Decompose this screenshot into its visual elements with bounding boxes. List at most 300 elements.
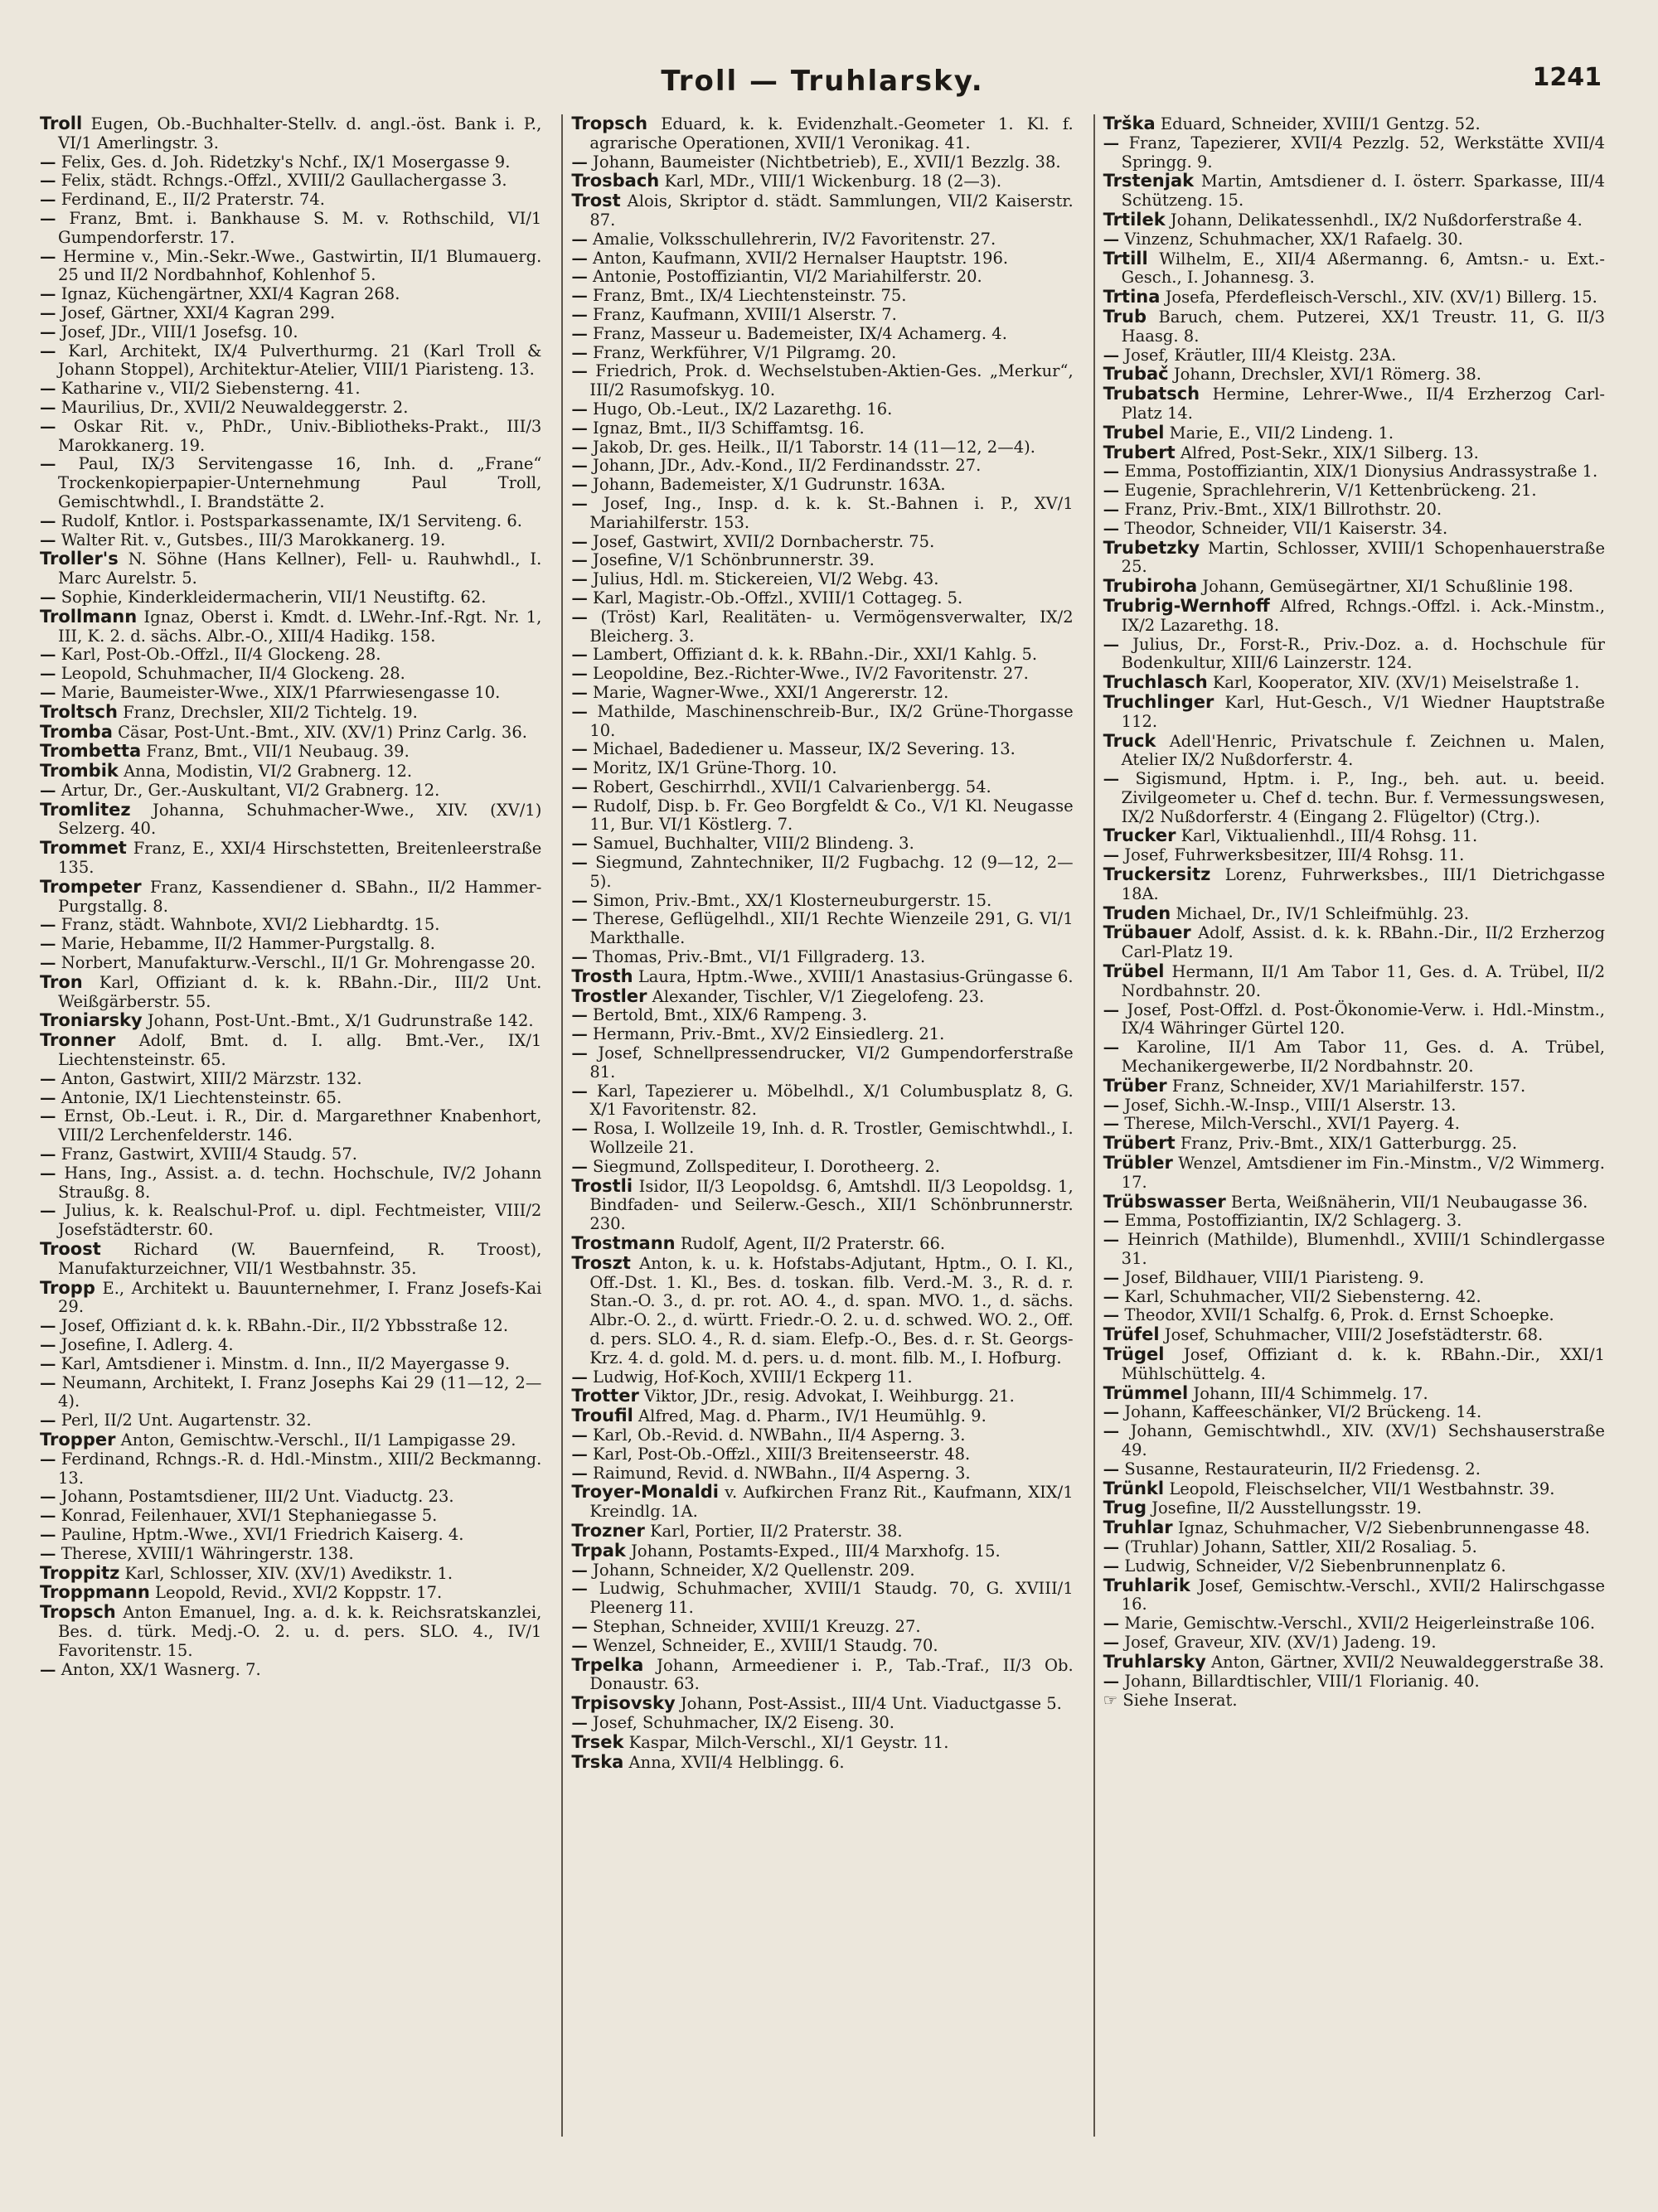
entry-ditto-dash: —	[40, 454, 56, 474]
entry-ditto-dash: —	[571, 229, 588, 249]
directory-entry	[1103, 1538, 1605, 1557]
entry-details: Hans, Ing., Assist. a. d. techn. Hochschule, IV/2 Johann Straußg. 8.	[58, 1163, 542, 1202]
entry-ditto-dash: —	[40, 171, 56, 191]
entry-surname: Trpelka	[571, 1654, 644, 1675]
entry-details: Josef, Fuhrwerksbesitzer, III/4 Rohsg. 11.	[1124, 845, 1465, 865]
entry-surname: Trška	[1103, 114, 1156, 133]
entry-details: Josef, Gastwirt, XVII/2 Dornbacherstr. 75.	[593, 531, 935, 551]
entry-details: Hermann, II/1 Am Tabor 11, Ges. d. A. Trübel, II/2 Nordbahnstr. 20.	[1121, 962, 1605, 1000]
entry-surname: Trosth	[571, 966, 633, 986]
directory-entry	[1103, 385, 1605, 424]
directory-entry	[40, 512, 541, 531]
entry-ditto-dash: —	[40, 645, 56, 665]
entry-details: Adolf, Assist. d. k. k. RBahn.-Dir., II/2 Erzherzog Carl-Platz 19.	[1121, 923, 1605, 962]
entry-details: Felix, städt. Rchngs.-Offzl., XVIII/2 Gaullachergasse 3.	[61, 171, 507, 191]
entry-ditto-dash: —	[571, 475, 588, 495]
entry-ditto-dash: —	[40, 416, 56, 436]
directory-entry	[571, 646, 1073, 665]
entry-details: Johann, Delikatessenhdl., IX/2 Nußdorferstraße 4.	[1170, 210, 1583, 230]
entry-details: Franz, Bmt., VII/1 Neubaug. 39.	[146, 742, 410, 762]
entry-surname: Trub	[1103, 306, 1147, 327]
entry-ditto-dash: —	[571, 909, 588, 929]
entry-details: Wenzel, Schneider, E., XVIII/1 Staudg. 70.	[593, 1635, 938, 1655]
directory-entry	[40, 455, 541, 511]
directory-entry	[40, 380, 541, 399]
entry-ditto-dash: —	[1103, 518, 1120, 538]
directory-entry	[1103, 1653, 1605, 1672]
entry-ditto-dash: —	[1103, 133, 1120, 152]
entry-details: Eduard, Schneider, XVIII/1 Gentzg. 52.	[1160, 114, 1481, 133]
entry-details: Karoline, II/1 Am Tabor 11, Ges. d. A. Trübel, Mechanikergewerbe, II/2 Nordbahnstr. 20.	[1121, 1038, 1605, 1077]
entry-surname: Truchlinger	[1103, 691, 1214, 712]
directory-entry	[1103, 1154, 1605, 1193]
entry-surname: Trubetzky	[1103, 537, 1200, 558]
entry-ditto-dash: —	[40, 530, 56, 549]
entry-ditto-dash: —	[1103, 1267, 1120, 1287]
entry-details: Karl, Amtsdiener i. Minstm. d. Inn., II/2 Mayergasse 9.	[61, 1353, 511, 1373]
directory-entry	[571, 1561, 1073, 1580]
entry-details: Amalie, Volksschullehrerin, IV/2 Favoritenstr. 27.	[593, 229, 996, 249]
entry-ditto-dash: —	[571, 418, 588, 438]
entry-ditto-dash: —	[1103, 1671, 1120, 1691]
entry-ditto-dash: —	[571, 796, 588, 816]
entry-details: Leopold, Revid., XVI/2 Koppstr. 17.	[155, 1583, 443, 1603]
entry-details: Hermann, Priv.-Bmt., XV/2 Einsiedlerg. 21.	[593, 1024, 945, 1044]
entry-details: Franz, Kaufmann, XVIII/1 Alserstr. 7.	[593, 304, 897, 324]
entry-details: Rudolf, Kntlor. i. Postsparkassenamte, IX/1 Serviteng. 6.	[61, 511, 522, 530]
entry-details: Konrad, Feilenhauer, XVI/1 Stephaniegasse 5.	[61, 1506, 438, 1526]
entry-details: Ignaz, Oberst i. Kmdt. d. LWehr.-Inf.-Rgt. Nr. 1, III, K. 2. d. sächs. Albr.-O., XIII/4 Hadikg. 158.	[58, 607, 542, 646]
entry-details: N. Söhne (Hans Kellner), Fell- u. Rauhwhdl., I. Marc Aurelstr. 5.	[58, 549, 542, 588]
entry-details: Johann, Gemüsegärtner, XI/1 Schußlinie 198.	[1202, 577, 1573, 597]
entry-surname: Trübert	[1103, 1133, 1176, 1154]
entry-details: Johanna, Schuhmacher-Wwe., XIV. (XV/1) Selzerg. 40.	[58, 800, 542, 839]
entry-details: Josef, Sichh.-W.-Insp., VIII/1 Alserstr. 13.	[1124, 1095, 1457, 1115]
entry-details: Karl, Schuhmacher, VII/2 Siebensterng. 42.	[1124, 1286, 1481, 1306]
entry-ditto-dash: —	[40, 1163, 56, 1183]
entry-details: Siegmund, Zollspediteur, I. Dorotheerg. 2.	[593, 1156, 940, 1176]
entry-details: Adell'Henric, Privatschule f. Zeichnen u. Malen, Atelier IX/2 Nußdorferstr. 4.	[1121, 731, 1605, 770]
directory-entry	[40, 285, 541, 304]
entry-details: Franz, Masseur u. Bademeister, IX/4 Achamerg. 4.	[593, 323, 1007, 343]
entry-details: Michael, Dr., IV/1 Schleifmühlg. 23.	[1176, 903, 1470, 923]
directory-entry	[571, 533, 1073, 552]
directory-entry	[571, 551, 1073, 570]
entry-ditto-dash: —	[571, 853, 588, 873]
entry-details: Eugenie, Sprachlehrerin, V/1 Kettenbrückeng. 21.	[1124, 481, 1537, 501]
directory-entry	[40, 1374, 541, 1412]
directory-entry	[1103, 1288, 1605, 1307]
directory-entry	[40, 954, 541, 973]
directory-entry	[1103, 307, 1605, 346]
entry-details: Alexander, Tischler, V/1 Ziegelofeng. 23.	[652, 986, 985, 1006]
entry-details: Vinzenz, Schuhmacher, XX/1 Rafaelg. 30.	[1124, 229, 1463, 249]
entry-details: Johann, III/4 Schimmelg. 17.	[1193, 1383, 1428, 1403]
entry-surname: Trpisovsky	[571, 1693, 676, 1714]
directory-entry	[571, 1006, 1073, 1025]
directory-entry	[40, 684, 541, 703]
directory-entry	[40, 782, 541, 801]
entry-surname: Trostmann	[571, 1233, 676, 1254]
directory-entry	[40, 1089, 541, 1108]
directory-entry	[1103, 1518, 1605, 1538]
entry-surname: Trostler	[571, 985, 647, 1006]
entry-surname: Troller's	[40, 549, 119, 569]
entry-details: Emma, Postoffiziantin, XIX/1 Dionysius Andrassystraße 1.	[1124, 462, 1598, 482]
entry-surname: Trübler	[1103, 1153, 1173, 1174]
entry-ditto-dash: —	[1103, 1556, 1120, 1576]
directory-entry	[1103, 904, 1605, 924]
entry-ditto-dash: —	[40, 1316, 56, 1336]
entry-surname: Trübauer	[1103, 922, 1191, 943]
entry-details: Artur, Dr., Ger.-Auskultant, VI/2 Grabnerg. 12.	[61, 780, 440, 800]
directory-entry	[40, 665, 541, 684]
entry-details: Ferdinand, E., II/2 Praterstr. 74.	[61, 190, 325, 210]
directory-entry	[40, 1011, 541, 1031]
entry-details: Josef, Schnellpressendrucker, VI/2 Gumpendorferstraße 81.	[589, 1043, 1074, 1082]
directory-entry	[1103, 1306, 1605, 1325]
directory-entry	[571, 1158, 1073, 1177]
entry-details: Laura, Hptm.-Wwe., XVIII/1 Anastasius-Grüngasse 6.	[638, 966, 1074, 986]
directory-entry	[571, 1082, 1073, 1121]
entry-details: Karl, Schlosser, XIV. (XV/1) Avedikstr. 1.	[124, 1563, 453, 1583]
directory-entry	[40, 1564, 541, 1584]
directory-entry	[571, 476, 1073, 495]
entry-ditto-dash: —	[1103, 1632, 1120, 1652]
directory-entry	[1103, 520, 1605, 539]
directory-entry	[571, 1753, 1073, 1773]
entry-ditto-dash: —	[571, 682, 588, 702]
directory-entry	[40, 549, 541, 588]
entry-surname: Trombik	[40, 761, 119, 782]
directory-entry	[571, 1254, 1073, 1368]
directory-entry	[571, 325, 1073, 344]
entry-details: Franz, Priv.-Bmt., XIX/1 Gatterburgg. 25.	[1180, 1134, 1518, 1154]
directory-entry	[40, 1164, 541, 1203]
directory-entry	[1103, 693, 1605, 732]
entry-ditto-dash: —	[571, 248, 588, 268]
entry-details: Siegmund, Zahntechniker, II/2 Fugbachg. 12 (9—12, 2—5).	[589, 853, 1074, 891]
directory-entry	[40, 1202, 541, 1240]
entry-surname: Troszt	[571, 1252, 631, 1273]
entry-details: Karl, Viktualienhdl., III/4 Rohsg. 11.	[1180, 826, 1478, 846]
entry-ditto-dash: —	[571, 456, 588, 476]
entry-details: Pauline, Hptm.-Wwe., XVI/1 Friedrich Kaiserg. 4.	[61, 1524, 464, 1544]
entry-ditto-dash: —	[1103, 1095, 1120, 1115]
directory-entry	[571, 344, 1073, 363]
entry-details: Leopoldine, Bez.-Richter-Wwe., IV/2 Favoritenstr. 27.	[593, 664, 1029, 684]
directory-entry	[1103, 923, 1605, 962]
entry-surname: Trucker	[1103, 825, 1176, 846]
entry-details: Julius, Dr., Forst-R., Priv.-Doz. a. d. Hochschule für Bodenkultur, XIII/6 Lainzerstr. 124.	[1121, 634, 1605, 673]
directory-entry	[1103, 1557, 1605, 1576]
directory-entry	[1103, 230, 1605, 249]
directory-entry	[40, 210, 541, 248]
entry-surname: Trug	[1103, 1498, 1147, 1518]
directory-entry	[40, 248, 541, 286]
directory-entry	[40, 1107, 541, 1145]
entry-details: Felix, Ges. d. Joh. Ridetzky's Nchf., IX/1 Mosergasse 9.	[61, 152, 511, 172]
entry-ditto-dash: —	[40, 1106, 56, 1126]
directory-entry	[571, 153, 1073, 172]
entry-details: Josef, Offiziant d. k. k. RBahn.-Dir., II/2 Ybbsstraße 12.	[61, 1316, 509, 1336]
entry-details: Lorenz, Fuhrwerksbes., III/1 Dietrichgasse 18A.	[1121, 865, 1605, 903]
entry-ditto-dash: —	[40, 1145, 56, 1164]
entry-details: Simon, Priv.-Bmt., XX/1 Klosterneuburgerstr. 15.	[593, 890, 992, 910]
entry-details: Julius, k. k. Realschul-Prof. u. dipl. Fechtmeister, VIII/2 Josefstädterstr. 60.	[58, 1201, 542, 1240]
entry-surname: Trozner	[571, 1520, 645, 1541]
entry-ditto-dash: —	[571, 1425, 588, 1445]
entry-details: Sigismund, Hptm. i. P., Ing., beh. aut. u. beeid. Zivilgeometer u. Chef d. techn. Bur. f. Vermessungswesen, IX/2 Nußdorferstr. 4 (Eingang 2. Flügeltor) (Ctrg.).	[1121, 769, 1605, 826]
directory-entry	[1103, 1231, 1605, 1269]
entry-ditto-dash: —	[571, 664, 588, 684]
entry-surname: Truhlarik	[1103, 1575, 1190, 1595]
directory-entry	[1103, 249, 1605, 288]
directory-entry	[40, 418, 541, 456]
entry-details: Hermine v., Min.-Sekr.-Wwe., Gastwirtin, II/1 Blumauerg. 25 und II/2 Nordbahnhof, Kohlenhof 5.	[58, 246, 542, 285]
entry-ditto-dash: —	[571, 152, 588, 172]
entry-details: Josef, Bildhauer, VIII/1 Piaristeng. 9.	[1124, 1267, 1424, 1287]
entry-ditto-dash: —	[571, 645, 588, 665]
entry-surname: Trombetta	[40, 741, 142, 762]
directory-entry	[1103, 1193, 1605, 1212]
directory-entry	[571, 1368, 1073, 1387]
entry-details: Antonie, Postoffiziantin, VI/2 Mariahilferstr. 20.	[593, 267, 982, 287]
entry-details: Franz, Bmt., IX/4 Liechtensteinstr. 75.	[593, 286, 907, 306]
directory-entry	[40, 153, 541, 172]
directory-entry	[40, 723, 541, 743]
entry-ditto-dash: —	[571, 834, 588, 854]
entry-surname: Truden	[1103, 903, 1171, 923]
entry-surname: Troufil	[571, 1406, 633, 1426]
entry-surname: Truhlarsky	[1103, 1651, 1206, 1672]
column-2	[561, 114, 1081, 2137]
entry-details: Josef, Post-Offzl. d. Post-Ökonomie-Verw. i. Hdl.-Minstm., IX/4 Währinger Gürtel 120.	[1121, 1000, 1605, 1038]
directory-entry	[1103, 865, 1605, 904]
entry-ditto-dash: —	[40, 152, 56, 172]
directory-entry	[40, 1603, 541, 1660]
entry-details: ☞ Siehe Inserat.	[1103, 1691, 1238, 1711]
directory-entry	[40, 1031, 541, 1070]
entry-details: Eugen, Ob.-Buchhalter-Stellv. d. angl.-öst. Bank i. P., VI/1 Amerlingstr. 3.	[58, 114, 542, 152]
entry-details: Karl, Magistr.-Ob.-Offzl., XVIII/1 Cottageg. 5.	[593, 588, 963, 607]
entry-ditto-dash: —	[40, 664, 56, 684]
entry-details: Anna, XVII/4 Helblingg. 6.	[628, 1752, 845, 1772]
entry-surname: Truckersitz	[1103, 864, 1211, 885]
entry-details: Franz, Bmt. i. Bankhause S. M. v. Rothschild, VI/1 Gumpendorferstr. 17.	[58, 208, 542, 247]
directory-entry	[571, 1406, 1073, 1426]
directory-entry	[571, 665, 1073, 684]
entry-details: Viktor, JDr., resig. Advokat, I. Weihburgg. 21.	[644, 1387, 1015, 1406]
entry-ditto-dash: —	[40, 190, 56, 210]
entry-ditto-dash: —	[40, 303, 56, 322]
directory-entry	[1103, 1325, 1605, 1345]
entry-surname: Tropsch	[571, 114, 648, 133]
entry-ditto-dash: —	[1103, 1286, 1120, 1306]
entry-details: (Truhlar) Johann, Sattler, XII/2 Rosaliag. 5.	[1124, 1537, 1477, 1556]
entry-ditto-dash: —	[571, 304, 588, 324]
directory-entry	[571, 495, 1073, 533]
directory-entry	[1103, 1614, 1605, 1634]
entry-ditto-dash: —	[571, 1156, 588, 1176]
directory-entry	[40, 878, 541, 917]
entry-details: Richard (W. Bauernfeind, R. Troost), Manufakturzeichner, VII/1 Westbahnstr. 35.	[58, 1240, 542, 1278]
entry-details: Franz, Drechsler, XII/2 Tichtelg. 19.	[123, 702, 418, 722]
directory-entry	[571, 740, 1073, 759]
directory-entry	[1103, 732, 1605, 771]
entry-surname: Trübswasser	[1103, 1191, 1226, 1212]
directory-entry	[1103, 1498, 1605, 1518]
entry-details: Anton Emanuel, Ing. a. d. k. k. Reichsratskanzlei, Bes. d. türk. Medj.-O. 2. u. d. pers. SLO. 4., IV/1 Favoritenstr. 15.	[58, 1603, 542, 1660]
entry-details: Adolf, Bmt. d. I. allg. Bmt.-Ver., IX/1 Liechtensteinstr. 65.	[58, 1031, 542, 1070]
entry-surname: Trost	[571, 191, 621, 211]
entry-surname: Truchlasch	[1103, 672, 1208, 693]
entry-surname: Trostli	[571, 1175, 633, 1196]
entry-details: Lambert, Offiziant d. k. k. RBahn.-Dir., XXI/1 Kahlg. 5.	[593, 645, 1038, 665]
entry-details: Karl, Offiziant d. k. k. RBahn.-Dir., III/2 Unt. Weißgärberstr. 55.	[58, 972, 542, 1011]
entry-ditto-dash: —	[571, 267, 588, 287]
entry-surname: Trpak	[571, 1540, 626, 1561]
entry-ditto-dash: —	[571, 1119, 588, 1139]
directory-entry	[1103, 462, 1605, 482]
entry-ditto-dash: —	[40, 780, 56, 800]
directory-entry	[571, 1387, 1073, 1406]
directory-entry	[40, 1488, 541, 1507]
entry-details: Thomas, Priv.-Bmt., VI/1 Fillgraderg. 13.	[593, 947, 926, 967]
directory-entry	[40, 1661, 541, 1680]
entry-details: Rudolf, Disp. b. Fr. Geo Borgfeldt & Co., V/1 Kl. Neugasse 11, Bur. VI/1 Köstlerg. 7.	[589, 796, 1074, 835]
running-title: Troll — Truhlarsky.	[661, 65, 984, 98]
entry-ditto-dash: —	[1103, 1230, 1120, 1250]
entry-details: Franz, Tapezierer, XVII/4 Pezzlg. 52, Werkstätte XVII/4 Springg. 9.	[1121, 133, 1605, 172]
entry-ditto-dash: —	[1103, 845, 1120, 865]
directory-entry	[571, 589, 1073, 608]
directory-entry	[40, 172, 541, 191]
entry-details: Johann, Bademeister, X/1 Gudrunstr. 163A.	[593, 475, 946, 495]
directory-entry	[571, 910, 1073, 948]
entry-details: Samuel, Buchhalter, VIII/2 Blindeng. 3.	[593, 834, 914, 854]
directory-entry	[571, 1580, 1073, 1618]
entry-surname: Trtina	[1103, 287, 1161, 307]
entry-details: Jakob, Dr. ges. Heilk., II/1 Taborstr. 14 (11—12, 2—4).	[593, 437, 1035, 457]
entry-details: Johann, Post-Assist., III/4 Unt. Viaductgasse 5.	[680, 1694, 1062, 1714]
entry-details: Alfred, Rchngs.-Offzl. i. Ack.-Minstm., IX/2 Lazarethg. 18.	[1121, 596, 1605, 635]
entry-ditto-dash: —	[1103, 769, 1120, 789]
entry-details: Josefine, V/1 Schönbrunnerstr. 39.	[593, 550, 875, 570]
entry-surname: Troost	[40, 1239, 101, 1260]
entry-details: Ferdinand, Rchngs.-R. d. Hdl.-Minstm., XIII/2 Beckmanng. 13.	[58, 1449, 542, 1488]
entry-ditto-dash: —	[1103, 462, 1120, 482]
entry-ditto-dash: —	[40, 1087, 56, 1107]
directory-entry	[571, 835, 1073, 854]
entry-surname: Trska	[571, 1751, 624, 1772]
entry-details: Baruch, chem. Putzerei, XX/1 Treustr. 11, G. II/3 Haasg. 8.	[1121, 307, 1605, 346]
entry-surname: Tron	[40, 971, 83, 992]
entry-ditto-dash: —	[571, 1463, 588, 1483]
entry-ditto-dash: —	[40, 934, 56, 954]
column-1	[32, 114, 550, 2137]
entry-details: Johann, Baumeister (Nichtbetrieb), E., XVII/1 Bezzlg. 38.	[593, 152, 1061, 172]
directory-entry	[1103, 539, 1605, 578]
entry-details: Karl, Tapezierer u. Möbelhdl., X/1 Columbusplatz 8, G. X/1 Favoritenstr. 82.	[589, 1081, 1074, 1120]
entry-ditto-dash: —	[40, 341, 56, 361]
directory-entry	[40, 304, 541, 323]
entry-ditto-dash: —	[571, 739, 588, 759]
entry-details: Mathilde, Maschinenschreib-Bur., IX/2 Grüne-Thorgasse 10.	[589, 701, 1074, 740]
entry-surname: Trtilek	[1103, 209, 1166, 230]
directory-entry	[40, 742, 541, 762]
entry-ditto-dash: —	[40, 511, 56, 530]
entry-ditto-dash: —	[1103, 345, 1120, 365]
directory-entry	[1103, 1422, 1605, 1460]
directory-entry	[571, 438, 1073, 457]
entry-details: Marie, Baumeister-Wwe., XIX/1 Pfarrwiesengasse 10.	[61, 682, 501, 702]
entry-details: Josef, Ing., Insp. d. k. k. St.-Bahnen i. P., XV/1 Mariahilferstr. 153.	[589, 493, 1074, 532]
directory-entry	[571, 1464, 1073, 1484]
entry-details: Sophie, Kinderkleidermacherin, VII/1 Neustiftg. 62.	[61, 587, 487, 607]
directory-entry	[1103, 424, 1605, 443]
directory-entry	[40, 973, 541, 1012]
entry-ditto-dash: —	[40, 587, 56, 607]
entry-details: Johann, Schneider, X/2 Quellenstr. 209.	[593, 1560, 915, 1580]
directory-entry	[40, 762, 541, 782]
entry-details: Karl, Architekt, IX/4 Pulverthurmg. 21 (Karl Troll & Johann Stoppel), Architektur-Atelier, VIII/1 Piaristeng. 13.	[58, 341, 542, 380]
entry-details: Franz, E., XXI/4 Hirschstetten, Breitenleerstraße 135.	[58, 839, 542, 878]
entry-ditto-dash: —	[571, 701, 588, 721]
entry-ditto-dash: —	[571, 493, 588, 513]
entry-ditto-dash: —	[571, 607, 588, 627]
entry-details: Karl, Post-Ob.-Offzl., XIII/3 Breitenseerstr. 48.	[593, 1444, 971, 1464]
entry-details: Cäsar, Post-Unt.-Bmt., XIV. (XV/1) Prinz Carlg. 36.	[118, 722, 527, 742]
directory-entry	[571, 419, 1073, 438]
directory-entry	[1103, 846, 1605, 865]
entry-details: Karl, Hut-Gesch., V/1 Wiedner Hauptstraße 112.	[1121, 692, 1605, 731]
entry-ditto-dash: —	[571, 1444, 588, 1464]
directory-entry	[571, 778, 1073, 797]
entry-details: Heinrich (Mathilde), Blumenhdl., XVIII/1 Schindlergasse 31.	[1121, 1230, 1605, 1269]
entry-details: Rudolf, Agent, II/2 Praterstr. 66.	[680, 1234, 946, 1254]
entry-details: Karl, Post-Ob.-Offzl., II/4 Glockeng. 28.	[61, 645, 381, 665]
entry-details: Johann, Postamts-Exped., III/4 Marxhofg. 15.	[631, 1541, 1001, 1561]
entry-ditto-dash: —	[571, 286, 588, 306]
directory-entry	[40, 935, 541, 954]
directory-entry	[40, 916, 541, 935]
directory-entry	[40, 1583, 541, 1603]
entry-ditto-dash: —	[571, 890, 588, 910]
entry-details: Ernst, Ob.-Leut. i. R., Dir. d. Margarethner Knabenhort, VIII/2 Lerchenfelderstr. 146.	[58, 1106, 542, 1145]
entry-details: Therese, Geflügelhdl., XII/1 Rechte Wienzeile 291, G. VI/1 Markthalle.	[589, 909, 1074, 948]
entry-surname: Trüber	[1103, 1075, 1167, 1096]
directory-entry	[40, 342, 541, 380]
entry-ditto-dash: —	[40, 284, 56, 304]
directory-entry	[571, 1522, 1073, 1542]
directory-entry	[571, 114, 1073, 153]
directory-entry	[571, 268, 1073, 287]
entry-ditto-dash: —	[1103, 1038, 1120, 1058]
entry-details: Anton, Gärtner, XVII/2 Neuwaldeggerstraße 38.	[1211, 1652, 1604, 1672]
entry-ditto-dash: —	[40, 1068, 56, 1088]
directory-entry	[1103, 1345, 1605, 1384]
entry-details: Anton, Gemischtw.-Verschl., II/1 Lampigasse 29.	[120, 1430, 516, 1450]
entry-ditto-dash: —	[40, 1524, 56, 1544]
directory-entry	[40, 323, 541, 342]
directory-entry	[40, 801, 541, 840]
entry-details: Perl, II/2 Unt. Augartenstr. 32.	[61, 1411, 312, 1430]
entry-ditto-dash: —	[571, 1367, 588, 1387]
entry-surname: Troltsch	[40, 701, 118, 722]
entry-ditto-dash: —	[1103, 1537, 1120, 1556]
entry-details: Josef, Schuhmacher, IX/2 Eiseng. 30.	[593, 1712, 894, 1732]
